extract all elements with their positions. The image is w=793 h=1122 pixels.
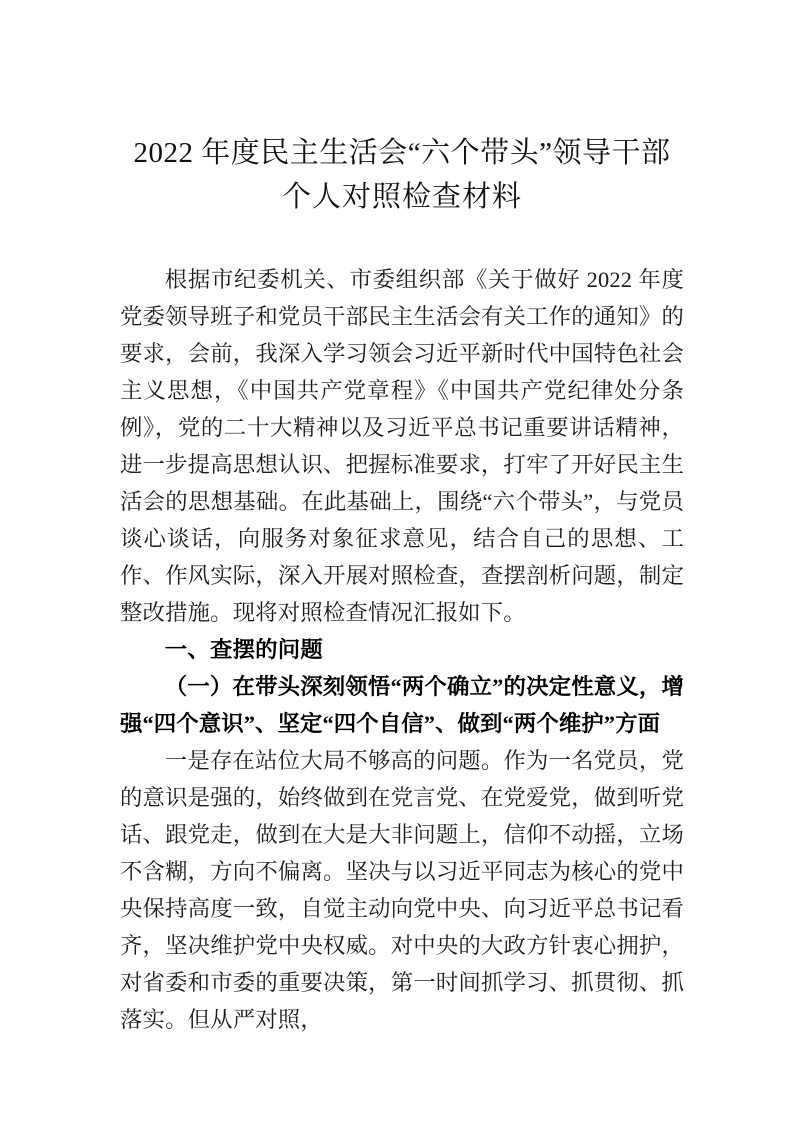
page-title-line-1: 2022 年度民主生活会“六个带头”领导干部: [133, 137, 671, 169]
page-title: [120, 0, 684, 219]
document-content-column: [120, 0, 684, 1038]
subsection-heading-one: （一）在带头深刻领悟“两个确立”的决定性意义，增强“四个意识”、坚定“四个自信”、做到“两个维护”方面: [120, 674, 684, 736]
point-one-paragraph: 一是存在站位大局不够高的问题。作为一名党员，党的意识是强的，始终做到在党言党、在党爱党，做到听党话、跟党走，做到在大是大非问题上，信仰不动摇，立场不含糊，方向不偏离。坚决与以习近平同志为核心的党中央保持高度一致，自觉主动向党中央、向习近平总书记看齐，坚决维护党中央权威。对中央的大政方针衷心拥护，对省委和市委的重要决策，第一时间抓学习、抓贯彻、抓落实。但从严对照，: [120, 748, 684, 1032]
page-title-line-2: 个人对照检查材料: [281, 181, 522, 213]
section-heading-one: 一、查摆的问题: [164, 637, 323, 662]
intro-paragraph: 根据市纪委机关、市委组织部《关于做好 2022 年度党委领导班子和党员干部民主生活会有关工作的通知》的要求，会前，我深入学习领会习近平新时代中国特色社会主义思想，《中国共产党章程》《中国共产党纪律处分条例》，党的二十大精神以及习近平总书记重要讲话精神，进一步提高思想认识、把握标准要求，打牢了开好民主生活会的思想基础。在此基础上，围绕“六个带头”，与党员谈心谈话，向服务对象征求意见，结合自己的思想、工作、作风实际，深入开展对照检查，查摆剖析问题，制定整改措施。现将对照检查情况汇报如下。: [120, 267, 684, 625]
